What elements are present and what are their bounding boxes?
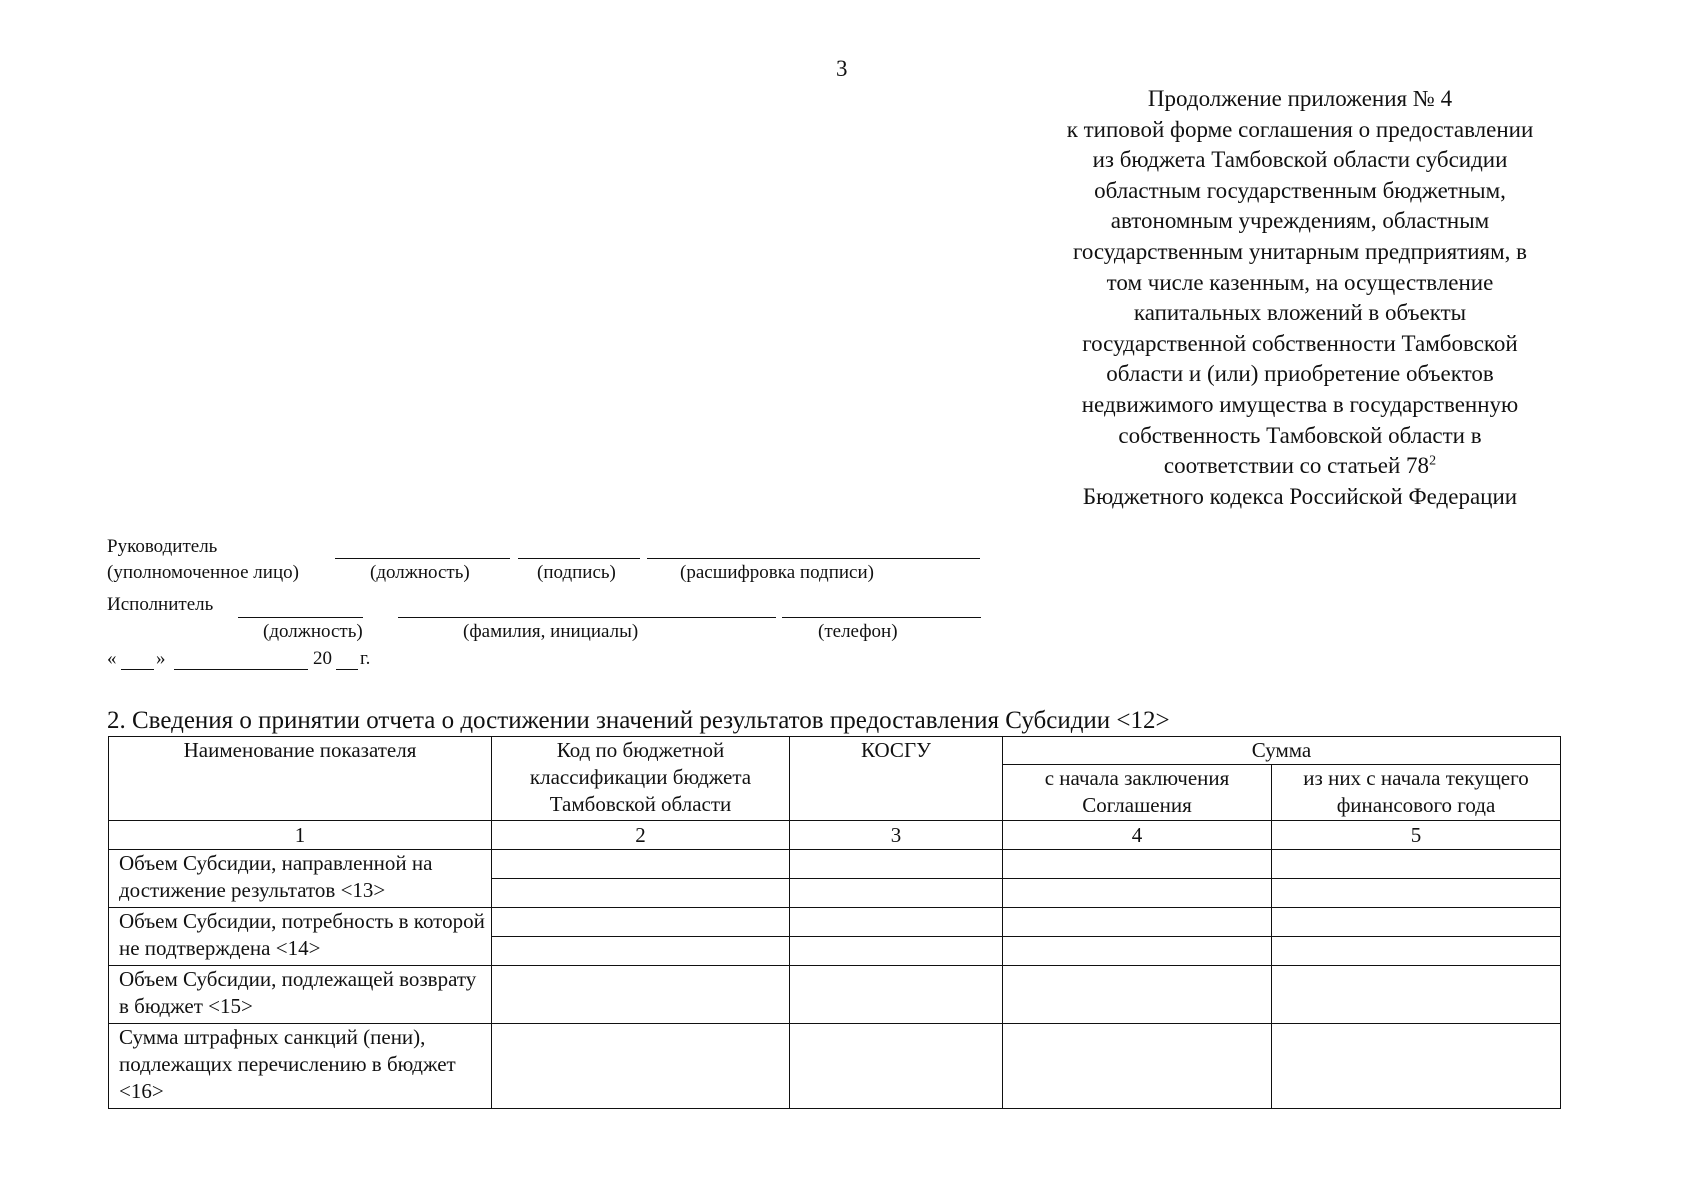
date-year-suffix: г. bbox=[360, 648, 371, 669]
executor-position-caption: (должность) bbox=[263, 621, 363, 642]
table-cell bbox=[790, 937, 1003, 966]
table-cell bbox=[1003, 937, 1272, 966]
article-superscript: 2 bbox=[1429, 453, 1437, 469]
column-number-row bbox=[109, 821, 1561, 850]
table-cell bbox=[1272, 908, 1561, 937]
header-code: Код по бюджетной классификации бюджета Тамбовской области bbox=[492, 737, 790, 821]
table-row bbox=[109, 966, 1561, 1024]
header-line: автономным учреждениям, областным bbox=[1110, 208, 1490, 234]
row-label: Объем Субсидии, направленной на достижение результатов <13> bbox=[109, 850, 492, 908]
head-label: Руководитель bbox=[107, 536, 218, 557]
appendix-header-note bbox=[1000, 84, 1600, 512]
header-line: государственной собственности Тамбовской bbox=[1082, 330, 1518, 356]
head-sub-label: (уполномоченное лицо) bbox=[107, 562, 299, 583]
table-cell bbox=[790, 908, 1003, 937]
table-cell bbox=[1003, 879, 1272, 908]
header-line: том числе казенным, на осуществление bbox=[1106, 269, 1494, 295]
position-caption: (должность) bbox=[370, 562, 470, 583]
date-open-quote: « bbox=[107, 648, 117, 669]
table-row bbox=[109, 908, 1561, 937]
report-table bbox=[108, 736, 1561, 1109]
executor-position-line bbox=[238, 617, 363, 618]
header-line-text: соответствии со статьей 78 bbox=[1163, 453, 1430, 479]
table-cell bbox=[790, 966, 1003, 1024]
table-cell bbox=[492, 908, 790, 937]
table-cell bbox=[1003, 850, 1272, 879]
page-number: 3 bbox=[836, 56, 848, 81]
table-cell bbox=[1003, 966, 1272, 1024]
signature-caption: (подпись) bbox=[537, 562, 616, 583]
executor-name-caption: (фамилия, инициалы) bbox=[463, 621, 639, 642]
table-cell bbox=[790, 879, 1003, 908]
header-line: Бюджетного кодекса Российской Федерации bbox=[1082, 483, 1518, 509]
header-line: областным государственным бюджетным, bbox=[1094, 177, 1506, 203]
header-line: из бюджета Тамбовской области субсидии bbox=[1092, 147, 1508, 173]
column-number: 2 bbox=[492, 821, 790, 850]
table-row bbox=[109, 850, 1561, 879]
table-cell bbox=[492, 937, 790, 966]
header-name: Наименование показателя bbox=[109, 737, 492, 821]
executor-phone-caption: (телефон) bbox=[818, 621, 898, 642]
table-cell bbox=[492, 1024, 790, 1109]
section-title: 2. Сведения о принятии отчета о достижении значений результатов предоставления Субсидии <12> bbox=[107, 707, 1170, 734]
head-decode-line bbox=[647, 558, 980, 559]
date-year-prefix: 20 bbox=[313, 648, 332, 669]
header-line: Продолжение приложения № 4 bbox=[1147, 86, 1453, 111]
table-cell bbox=[1272, 966, 1561, 1024]
column-number: 4 bbox=[1003, 821, 1272, 850]
row-label: Объем Субсидии, подлежащей возврату в бюджет <15> bbox=[109, 966, 492, 1024]
table-cell bbox=[1003, 1024, 1272, 1109]
header-sum: Сумма bbox=[1003, 737, 1561, 765]
date-day-line bbox=[121, 669, 154, 670]
head-position-line bbox=[335, 558, 510, 559]
header-sum-total: с начала заключения Соглашения bbox=[1003, 765, 1272, 821]
header-line: собственность Тамбовской области в bbox=[1118, 422, 1482, 448]
date-month-line bbox=[174, 669, 308, 670]
date-year-line bbox=[336, 669, 358, 670]
table-header-row bbox=[109, 737, 1561, 765]
header-line bbox=[1000, 451, 1600, 482]
table-cell bbox=[492, 879, 790, 908]
table-cell bbox=[1272, 879, 1561, 908]
row-label: Сумма штрафных санкций (пени), подлежащих перечислению в бюджет <16> bbox=[109, 1024, 492, 1109]
table-row bbox=[109, 1024, 1561, 1109]
table-cell bbox=[492, 966, 790, 1024]
header-sum-year: из них с начала текущего финансового года bbox=[1272, 765, 1561, 821]
table-cell bbox=[790, 850, 1003, 879]
table-cell bbox=[1003, 908, 1272, 937]
executor-label: Исполнитель bbox=[107, 594, 214, 615]
table-cell bbox=[1272, 1024, 1561, 1109]
table-cell bbox=[790, 1024, 1003, 1109]
header-kosgu: КОСГУ bbox=[790, 737, 1003, 821]
date-close-quote: » bbox=[156, 648, 166, 669]
header-line: недвижимого имущества в государственную bbox=[1081, 391, 1519, 417]
table-cell bbox=[492, 850, 790, 879]
column-number: 3 bbox=[790, 821, 1003, 850]
column-number: 5 bbox=[1272, 821, 1561, 850]
executor-phone-line bbox=[782, 617, 981, 618]
header-line: государственным унитарным предприятиям, в bbox=[1072, 238, 1528, 264]
executor-name-line bbox=[398, 617, 776, 618]
table-cell bbox=[1272, 937, 1561, 966]
header-line: капитальных вложений в объекты bbox=[1133, 300, 1467, 326]
column-number: 1 bbox=[109, 821, 492, 850]
head-signature-line bbox=[518, 558, 640, 559]
header-line: к типовой форме соглашения о предоставлении bbox=[1066, 116, 1534, 142]
header-line: области и (или) приобретение объектов bbox=[1106, 361, 1494, 387]
row-label: Объем Субсидии, потребность в которой не подтверждена <14> bbox=[109, 908, 492, 966]
decode-caption: (расшифровка подписи) bbox=[680, 562, 874, 583]
table-cell bbox=[1272, 850, 1561, 879]
